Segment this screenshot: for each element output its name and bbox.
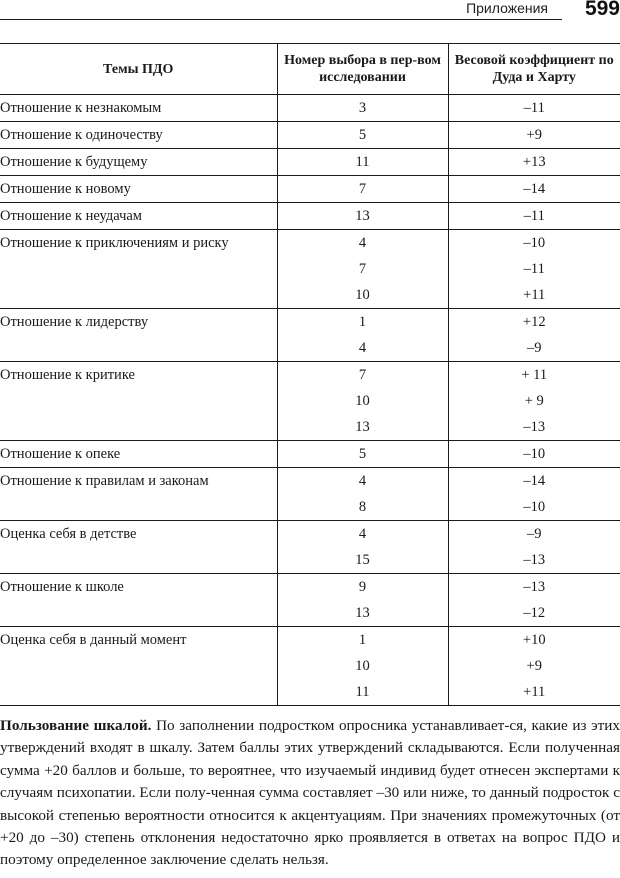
table-row <box>0 468 620 521</box>
choice-number-cell <box>277 627 448 706</box>
column-header-weight: Весовой коэффициент по Дуда и Харту <box>448 44 620 95</box>
choice-number: 10 <box>355 393 370 409</box>
choice-number-cell <box>277 521 448 574</box>
weight-value: + 9 <box>524 393 544 409</box>
weight-value: +9 <box>526 127 542 143</box>
weight-value: +11 <box>523 684 546 700</box>
table-row <box>0 149 620 176</box>
choice-number-cell <box>277 441 448 468</box>
weight-value: +9 <box>526 658 542 674</box>
topic-cell: Отношение к неудачам <box>0 203 277 230</box>
table-row <box>0 122 620 149</box>
table-header-row <box>0 44 620 95</box>
topic-cell: Отношение к одиночеству <box>0 122 277 149</box>
weight-cell <box>448 95 620 122</box>
choice-number: 1 <box>358 632 367 648</box>
topic-cell: Отношение к новому <box>0 176 277 203</box>
weight-cell <box>448 309 620 362</box>
choice-number: 11 <box>355 154 370 170</box>
table-row <box>0 95 620 122</box>
weight-value: –10 <box>523 499 546 515</box>
choice-number: 13 <box>355 605 370 621</box>
running-header <box>0 0 620 24</box>
choice-number: 9 <box>358 579 367 595</box>
topic-cell: Отношение к будущему <box>0 149 277 176</box>
choice-number: 13 <box>355 419 370 435</box>
page-number: 599 <box>584 0 620 20</box>
weight-cell <box>448 627 620 706</box>
choice-number: 4 <box>358 235 367 251</box>
weight-value: +13 <box>522 154 546 170</box>
paragraph-lead: Пользование шкалой. <box>0 717 152 734</box>
choice-number-cell <box>277 309 448 362</box>
choice-number: 1 <box>358 314 367 330</box>
topic-cell: Отношение к приключениям и риску <box>0 230 277 309</box>
choice-number: 7 <box>358 367 367 383</box>
weight-value: –11 <box>523 208 545 224</box>
weight-cell <box>448 441 620 468</box>
weight-cell <box>448 122 620 149</box>
choice-number: 13 <box>355 208 370 224</box>
scale-usage-paragraph <box>0 715 620 872</box>
choice-number-cell <box>277 230 448 309</box>
table-row <box>0 230 620 309</box>
weight-cell <box>448 176 620 203</box>
choice-number-cell <box>277 176 448 203</box>
choice-number: 5 <box>358 446 367 462</box>
weight-cell <box>448 230 620 309</box>
header-rule <box>0 19 562 20</box>
weight-value: +12 <box>522 314 546 330</box>
weight-cell <box>448 362 620 441</box>
column-header-choice-number: Номер выбора в пер-вом исследовании <box>277 44 448 95</box>
weight-value: –13 <box>523 419 546 435</box>
weight-cell <box>448 574 620 627</box>
topic-cell: Отношение к опеке <box>0 441 277 468</box>
pdo-table <box>0 43 620 706</box>
choice-number-cell <box>277 149 448 176</box>
weight-cell <box>448 203 620 230</box>
weight-cell <box>448 149 620 176</box>
choice-number: 4 <box>358 340 367 356</box>
weight-cell <box>448 521 620 574</box>
choice-number: 8 <box>358 499 367 515</box>
weight-value: –13 <box>523 552 546 568</box>
topic-cell: Отношение к незнакомым <box>0 95 277 122</box>
table-row <box>0 441 620 468</box>
section-title: Приложения <box>466 0 548 16</box>
weight-value: +11 <box>523 287 546 303</box>
choice-number: 7 <box>358 261 367 277</box>
weight-value: –9 <box>527 526 542 542</box>
table-row <box>0 574 620 627</box>
weight-value: –11 <box>523 100 545 116</box>
choice-number: 7 <box>358 181 367 197</box>
topic-cell: Отношение к правилам и законам <box>0 468 277 521</box>
choice-number-cell <box>277 203 448 230</box>
weight-value: +10 <box>522 632 546 648</box>
table-row <box>0 176 620 203</box>
table-row <box>0 521 620 574</box>
choice-number: 10 <box>355 658 370 674</box>
choice-number: 4 <box>358 526 367 542</box>
weight-value: –10 <box>523 235 546 251</box>
topic-cell: Отношение к лидерству <box>0 309 277 362</box>
weight-value: –12 <box>523 605 546 621</box>
choice-number: 5 <box>358 127 367 143</box>
table-body <box>0 95 620 706</box>
weight-value: + 11 <box>521 367 548 383</box>
table-row <box>0 627 620 706</box>
choice-number-cell <box>277 468 448 521</box>
choice-number: 3 <box>358 100 367 116</box>
column-header-topics: Темы ПДО <box>0 44 277 95</box>
table-row <box>0 362 620 441</box>
choice-number-cell <box>277 122 448 149</box>
weight-value: –14 <box>523 473 546 489</box>
choice-number: 15 <box>355 552 370 568</box>
table-row <box>0 203 620 230</box>
weight-value: –10 <box>523 446 546 462</box>
topic-cell: Отношение к школе <box>0 574 277 627</box>
topic-cell: Оценка себя в данный момент <box>0 627 277 706</box>
choice-number: 4 <box>358 473 367 489</box>
weight-value: –9 <box>527 340 542 356</box>
choice-number-cell <box>277 574 448 627</box>
weight-value: –13 <box>523 579 546 595</box>
topic-cell: Отношение к критике <box>0 362 277 441</box>
weight-cell <box>448 468 620 521</box>
topic-cell: Оценка себя в детстве <box>0 521 277 574</box>
choice-number: 11 <box>355 684 370 700</box>
choice-number: 10 <box>355 287 370 303</box>
choice-number-cell <box>277 95 448 122</box>
weight-value: –14 <box>523 181 546 197</box>
choice-number-cell <box>277 362 448 441</box>
paragraph-text: По заполнении подростком опросника устанавливает-ся, какие из этих утверждений входят в шкалу. Затем баллы этих утверждений складываются. Если полученная сумма +20 баллов и больше, то вероятнее, что изучаемый индивид будет отнесен экспертами к случаям психопатии. Если полу-ченная сумма составляет –30 или ниже, то данный подросток с высокой степенью вероятности относится к акцентуациям. При значениях промежуточных (от +20 до –30) степень отклонения недостаточно ярко проявляется в ответах на вопрос ПДО и поэтому определенное заключение сделать нельзя. <box>0 717 620 869</box>
weight-value: –11 <box>523 261 545 277</box>
table-row <box>0 309 620 362</box>
